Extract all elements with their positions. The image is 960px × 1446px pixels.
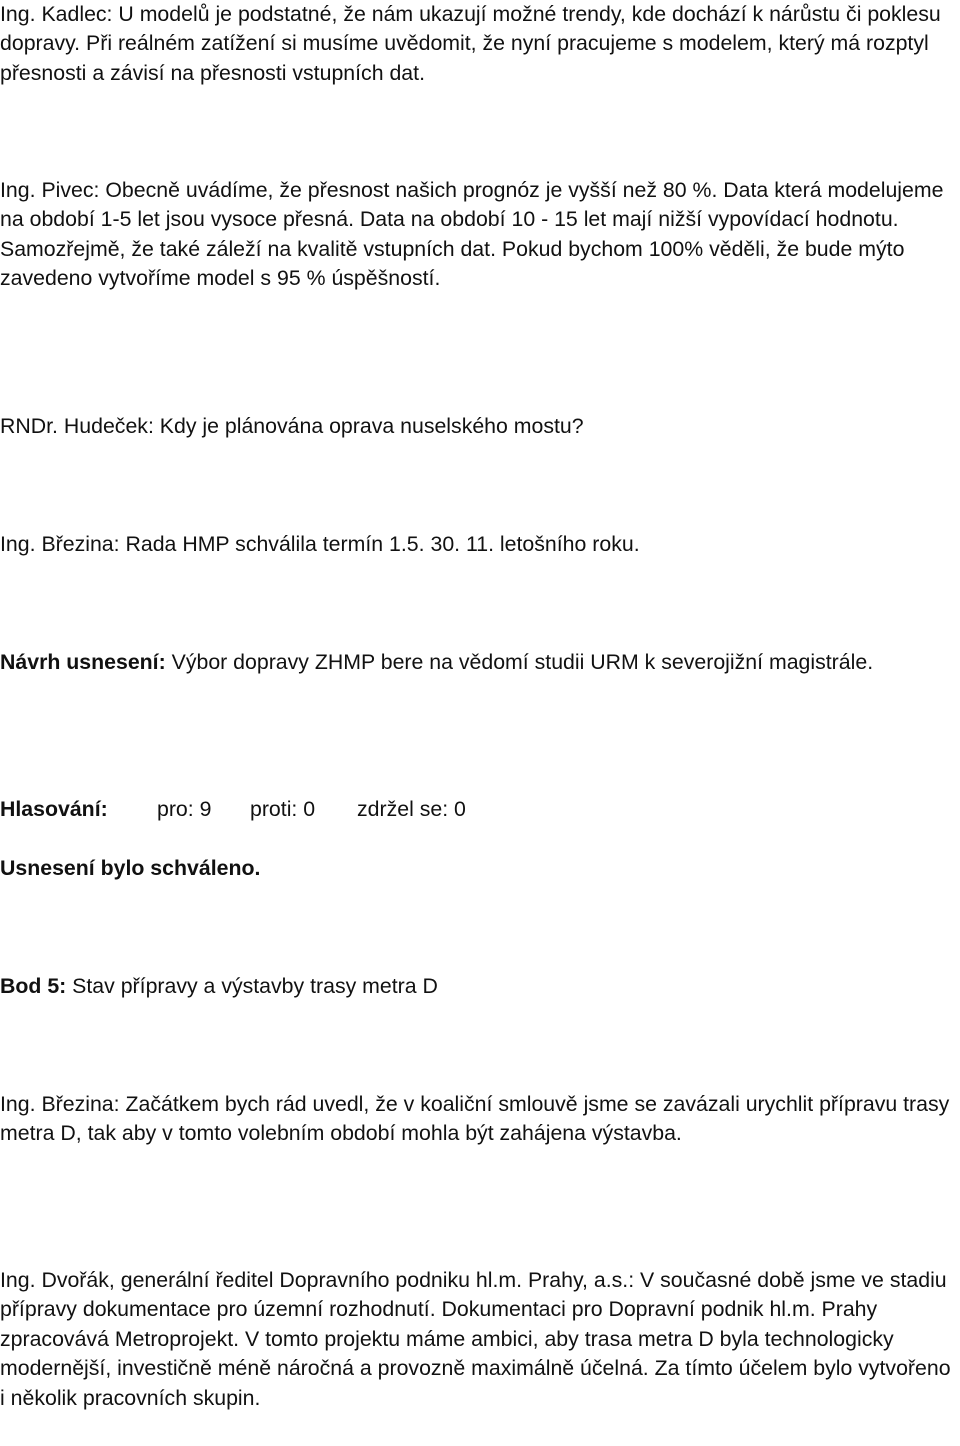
- agenda-item-heading: [0, 972, 960, 1001]
- resolution-approved: Usnesení bylo schváleno.: [0, 856, 261, 880]
- paragraph-brezina-answer: Ing. Březina: Rada HMP schválila termín 1.5. 30. 11. letošního roku.: [0, 532, 640, 556]
- vote-label: Hlasování:: [0, 797, 108, 821]
- paragraph-hudecek-question: RNDr. Hudeček: Kdy je plánována oprava nuselského mostu?: [0, 414, 584, 438]
- vote-abstain: zdržel se: 0: [357, 797, 466, 821]
- vote-for: pro: 9: [157, 797, 212, 821]
- paragraph-brezina-metro: Ing. Březina: Začátkem bych rád uvedl, že v koaliční smlouvě jsme se zavázali urychlit přípravu trasy metra D, tak aby v tomto volebním období mohla být zahájena výstavba.: [0, 1092, 950, 1146]
- agenda-item-title: Stav přípravy a výstavby trasy metra D: [66, 974, 438, 998]
- paragraph-pivec-accuracy: Ing. Pivec: Obecně uvádíme, že přesnost našich prognóz je vyšší než 80 %. Data která modelujeme na období 1-5 let jsou vysoce přesná. Data na období 10 - 15 let mají nižší vypovídací hodnotu. Samozřejmě, že také záleží na kvalitě vstupních dat. Pokud bychom 100% věděli, že bude mýto zavedeno vytvoříme model s 95 % úspěšností.: [0, 178, 944, 291]
- paragraph-dvorak-metro: Ing. Dvořák, generální ředitel Dopravního podniku hl.m. Prahy, a.s.: V současné době jsme ve stadiu přípravy dokumentace pro územní rozhodnutí. Dokumentaci pro Dopravní podnik hl.m. Prahy zpracovává Metroprojekt. V tomto projektu máme ambici, aby trasa metra D byla technologicky modernější, investičně méně náročná a provozně maximálně účelná. Za tímto účelem bylo vytvořeno i několik pracovních skupin.: [0, 1268, 951, 1410]
- paragraph-kadlec-models: Ing. Kadlec: U modelů je podstatné, že nám ukazují možné trendy, kde dochází k nárůstu či poklesu dopravy. Při reálném zatížení si musíme uvědomit, že nyní pracujeme s modelem, který má rozptyl přesnosti a závisí na přesnosti vstupních dat.: [0, 2, 941, 85]
- vote-against: proti: 0: [250, 797, 316, 821]
- agenda-item-label: Bod 5:: [0, 974, 67, 998]
- vote-line: [0, 795, 960, 824]
- resolution-text: Výbor dopravy ZHMP bere na vědomí studii URM k severojižní magistrále.: [165, 650, 874, 674]
- resolution-proposal: [0, 648, 960, 677]
- resolution-label: Návrh usnesení:: [0, 650, 166, 674]
